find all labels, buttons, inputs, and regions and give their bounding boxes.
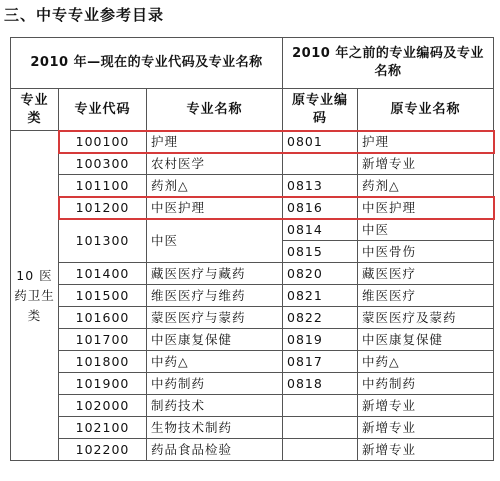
major-code-cell: 101900 [59, 373, 147, 395]
major-name-cell: 中药△ [147, 351, 283, 373]
table-row [11, 263, 494, 285]
orig-code-cell: 0818 [283, 373, 358, 395]
orig-name-cell: 新增专业 [358, 153, 494, 175]
header-row-columns [11, 89, 494, 131]
orig-name-cell: 药剂△ [358, 175, 494, 197]
category-cell: 10 医药卫生类 [11, 131, 59, 461]
major-name-cell: 中药制药 [147, 373, 283, 395]
major-name-cell: 药品食品检验 [147, 439, 283, 461]
orig-code-cell: 0821 [283, 285, 358, 307]
table-row [11, 395, 494, 417]
major-name-cell: 护理 [147, 131, 283, 153]
major-name-cell: 生物技术制药 [147, 417, 283, 439]
table-row [11, 307, 494, 329]
table-row [11, 285, 494, 307]
major-code-cell: 102200 [59, 439, 147, 461]
major-code-cell: 101500 [59, 285, 147, 307]
major-name-cell: 中医康复保健 [147, 329, 283, 351]
orig-name-cell: 中医 [358, 219, 494, 241]
orig-name-cell: 中药△ [358, 351, 494, 373]
major-name-cell: 蒙医医疗与蒙药 [147, 307, 283, 329]
major-code-cell: 101200 [59, 197, 147, 219]
orig-name-cell: 新增专业 [358, 439, 494, 461]
orig-name-cell: 中医康复保健 [358, 329, 494, 351]
major-name-cell: 中医护理 [147, 197, 283, 219]
major-name-cell: 药剂△ [147, 175, 283, 197]
major-name-cell: 藏医医疗与藏药 [147, 263, 283, 285]
orig-code-cell: 0816 [283, 197, 358, 219]
table-row [11, 439, 494, 461]
major-code-cell: 101700 [59, 329, 147, 351]
major-code-cell: 100100 [59, 131, 147, 153]
table-row [11, 175, 494, 197]
header-group-before: 2010 年之前的专业编码及专业名称 [283, 38, 494, 89]
orig-name-cell: 中医护理 [358, 197, 494, 219]
table-row [11, 153, 494, 175]
orig-name-cell: 新增专业 [358, 395, 494, 417]
table-row [11, 373, 494, 395]
header-name: 专业名称 [147, 89, 283, 131]
orig-code-cell: 0813 [283, 175, 358, 197]
orig-name-cell: 中医骨伤 [358, 241, 494, 263]
major-catalog-table [10, 37, 494, 461]
header-group-current: 2010 年—现在的专业代码及专业名称 [11, 38, 283, 89]
orig-code-cell [283, 417, 358, 439]
table-row [11, 417, 494, 439]
major-code-cell: 101100 [59, 175, 147, 197]
orig-name-cell: 护理 [358, 131, 494, 153]
table-row [11, 329, 494, 351]
header-category: 专业类 [11, 89, 59, 131]
major-code-cell: 101400 [59, 263, 147, 285]
major-name-cell: 制药技术 [147, 395, 283, 417]
major-code-cell: 101300 [59, 219, 147, 263]
header-code: 专业代码 [59, 89, 147, 131]
orig-name-cell: 新增专业 [358, 417, 494, 439]
orig-code-cell [283, 395, 358, 417]
major-code-cell: 102000 [59, 395, 147, 417]
section-heading: 三、中专专业参考目录 [4, 6, 165, 24]
table-row [11, 351, 494, 373]
orig-code-cell [283, 439, 358, 461]
orig-name-cell: 蒙医医疗及蒙药 [358, 307, 494, 329]
table-row [11, 131, 494, 153]
major-code-cell: 102100 [59, 417, 147, 439]
table-row [11, 219, 494, 241]
header-orig-code: 原专业编码 [283, 89, 358, 131]
orig-code-cell: 0815 [283, 241, 358, 263]
orig-name-cell: 藏医医疗 [358, 263, 494, 285]
major-name-cell: 维医医疗与维药 [147, 285, 283, 307]
major-name-cell: 农村医学 [147, 153, 283, 175]
orig-code-cell: 0801 [283, 131, 358, 153]
orig-code-cell [283, 153, 358, 175]
orig-code-cell: 0820 [283, 263, 358, 285]
orig-name-cell: 中药制药 [358, 373, 494, 395]
orig-code-cell: 0822 [283, 307, 358, 329]
major-code-cell: 101800 [59, 351, 147, 373]
orig-code-cell: 0814 [283, 219, 358, 241]
orig-name-cell: 维医医疗 [358, 285, 494, 307]
major-name-cell: 中医 [147, 219, 283, 263]
major-code-cell: 101600 [59, 307, 147, 329]
orig-code-cell: 0819 [283, 329, 358, 351]
header-orig-name: 原专业名称 [358, 89, 494, 131]
header-row-group [11, 38, 494, 89]
table-row [11, 197, 494, 219]
major-code-cell: 100300 [59, 153, 147, 175]
orig-code-cell: 0817 [283, 351, 358, 373]
